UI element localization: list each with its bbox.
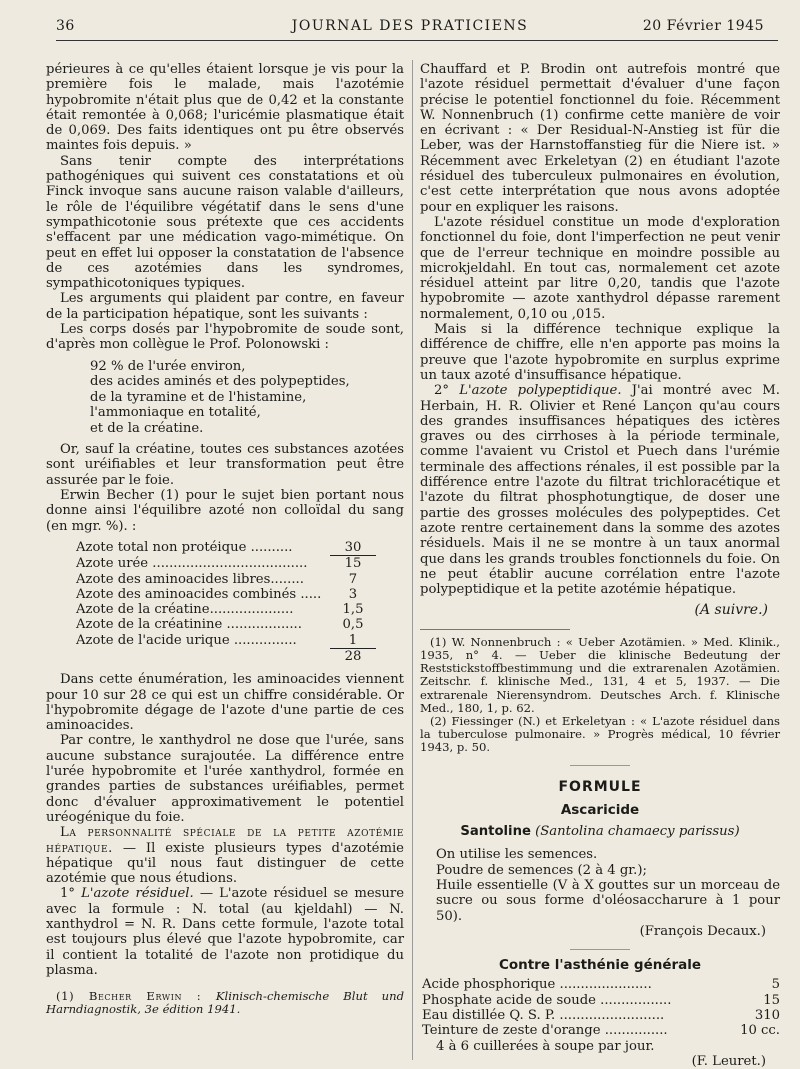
formule-line: Huile essentielle (V à X gouttes sur un morceau de sucre ou sous forme d'oléosaccharure à 1 pour 50). (436, 878, 780, 924)
row-label: Azote de l'acide urique ............... (76, 632, 297, 648)
section-heading: L'azote polypeptidique. (459, 383, 622, 399)
santoline-name: Santoline (460, 824, 531, 840)
santoline-heading (420, 824, 780, 839)
table-row (76, 572, 376, 587)
formule-subtitle: Ascaricide (560, 801, 640, 818)
table-row (76, 587, 376, 602)
paragraph (46, 825, 404, 886)
formule-signature: (François Decaux.) (639, 923, 766, 939)
section-rule (570, 949, 630, 950)
recipe-item: Acide phosphorique ...................... (422, 977, 652, 993)
table-row (76, 602, 376, 617)
footnote-rule (420, 629, 570, 630)
row-value: 30 (330, 540, 376, 556)
list-item: l'ammoniaque en totalité, (90, 405, 261, 421)
table-total-row (76, 649, 376, 664)
recipe-list (422, 977, 780, 1053)
recipe-row (422, 993, 780, 1008)
row-label: Azote des aminoacides libres........ (76, 571, 304, 587)
formule-title: FORMULE (558, 778, 642, 795)
recipe-item: Phosphate acide de soude ................. (422, 992, 672, 1008)
row-label: Azote de la créatine.................... (76, 602, 294, 618)
page-header (56, 18, 764, 38)
recipe-item: Teinture de zeste d'orange ............... (422, 1023, 668, 1039)
column-divider (412, 60, 413, 1060)
paragraph: L'azote résiduel constitue un mode d'exploration fonctionnel du foie, dont l'imperfection ne peut venir que de l'erreur technique en moindre possible au microkjeldahl. En tout cas, normalement cet azote résiduel atteint par litre 0,20, tandis que l'azote hypobromite — azote xanthydrol dépasse rarement normalement, 0,10 ou ,015. (420, 214, 780, 322)
paragraph: Chauffard et P. Brodin ont autrefois montré que l'azote résiduel permettait d'évaluer d'une façon précise le potentiel fonctionnel du foie. Récemment W. Nonnenbruch (1) confirme cette manière de voir en écrivant : « Der Residual-N-Anstieg ist für die Leber, was der Harnstoffanstieg für die Niere ist. » Récemment avec Erkeletyan (2) en étudiant l'azote résiduel des tuberculeux pulmonaires en évolution, c'est cette interprétation que nous avons adoptée pour en expliquer les raisons. (420, 62, 780, 215)
row-value: 3 (348, 586, 358, 602)
table-row (76, 540, 376, 556)
table-row (76, 617, 376, 632)
list-item: 92 % de l'urée environ, (90, 358, 246, 374)
paragraph: Dans cette énumération, les aminoacides viennent pour 10 sur 28 ce qui est un chiffre considérable. Or l'hypobromite dégage de l'azote d'une partie de ces aminoacides. (46, 672, 404, 734)
footnote-title: Klinisch-chemische Blut und Harndiagnostik, 3e édition 1941. (46, 989, 404, 1017)
formule-lines (436, 847, 780, 923)
list-item: et de la créatine. (90, 420, 204, 436)
row-total: 28 (344, 649, 362, 664)
footnote: (1) W. Nonnenbruch : « Ueber Azotämien. » Med. Klinik., 1935, n° 4. — Ueber die klinische Bedeutung der Reststickstoffbestimmung und die extrarenalen Azotämien. Zeitschr. f. klinische Med., 131, 4 et 5, 1937. — Die extrarenale Nierensyndrom. Deutsches Arch. f. Klinische Med., 180, 1, p. 62. (420, 634, 780, 715)
substance-list (90, 359, 404, 437)
section-heading: L'azote résiduel. (81, 886, 194, 902)
to-be-continued: (A suivre.) (694, 602, 768, 619)
row-value: 1 (330, 633, 376, 649)
table-row (76, 556, 376, 571)
list-item: de la tyramine et de l'histamine, (90, 389, 307, 405)
paragraph-text: J'ai montré avec M. Herbain, H. R. Olivier et René Lançon qu'au cours des grandes insuffisances hépatiques des ictères graves ou des cirrhoses à la période terminale, comme l'avaient vu Cristol et Puech dans l'urémie terminale des affections rénales, il est possible par la différence entre l'azote du filtrat trichloracétique et l'azote du filtrat phosphotungtique, de doser une partie des grosses molécules des polypeptides. Cet azote rentre certainement dans la somme des azotes résiduels. Mais il ne se montre à un taux anormal que dans les grands troubles fonctionnels du foie. On ne peut établir aucune corrélation entre l'azote polypeptidique et la petite azotémie hépatique. (420, 383, 780, 598)
header-rule (56, 40, 778, 41)
paragraph: Or, sauf la créatine, toutes ces substances azotées sont uréifiables et leur transformation peut être assurée par le foie. (46, 442, 404, 488)
row-label: Azote urée ..................................... (76, 556, 308, 572)
section-heading: La personnalité spéciale de la petite azotémie hépatique. (46, 825, 404, 856)
section-rule (570, 765, 630, 766)
paragraph (46, 886, 404, 978)
recipe-qty: 5 (771, 977, 780, 993)
recipe-row (422, 1008, 780, 1023)
formule-line: On utilise les semences. (436, 847, 598, 863)
left-column (46, 62, 404, 1017)
footnotes (420, 636, 780, 755)
section-number: 2° (434, 383, 460, 399)
formule-subtitle: Contre l'asthénie générale (498, 957, 702, 974)
paragraph: Par contre, le xanthydrol ne dose que l'urée, sans aucune substance surajoutée. La différence entre l'urée hypobromite et l'urée xanthydrol, formée en grandes parties de substances uréifiables, permet donc d'évaluer approximativement le potentiel uréogénique du foie. (46, 733, 404, 825)
paragraph-text: — L'azote résiduel se mesure avec la formule : N. total (au kjeldahl) — N. xanthydrol = N. R. Dans cette formule, l'azote total est toujours plus élevé que l'azote hypobromite, car il contient la totalité de l'azote non protidique du plasma. (46, 886, 404, 978)
recipe-qty: 310 (754, 1008, 780, 1024)
page-number: 36 (56, 18, 75, 34)
issue-date: 20 Février 1945 (642, 18, 764, 34)
paragraph: périeures à ce qu'elles étaient lorsque je vis pour la première fois le malade, mais l'azotémie hypobromite n'était plus que de 0,42 et la constante était remontée à 0,068; l'uricémie plasmatique était de 0,069. Des faits identiques ont pu être observés maintes fois depuis. » (46, 62, 404, 154)
table-row (76, 633, 376, 649)
formule-signature: (F. Leuret.) (691, 1053, 766, 1069)
footnote-author: (1) Becher Erwin : (56, 989, 216, 1004)
row-label: Azote des aminoacides combinés ..... (76, 586, 322, 602)
recipe-qty: 15 (763, 992, 780, 1008)
formule-line: Poudre de semences (2 à 4 gr.); (436, 862, 647, 878)
santoline-latin: (Santolina chamaecy parissus) (535, 824, 740, 840)
recipe-row (422, 977, 780, 992)
list-item: des acides aminés et des polypeptides, (90, 374, 350, 390)
row-label: Azote de la créatinine .................. (76, 617, 302, 633)
recipe-qty: 10 cc. (740, 1023, 780, 1039)
paragraph: Sans tenir compte des interprétations pathogéniques qui suivent ces constatations et où Finck invoque sans aucune raison valable d'ailleurs, le rôle de l'équilibre végétatif dans le sens d'une sympathicotonie sous prétexte que ces accidents s'effacent par une médication vago-mimétique. On peut en effet lui opposer la constatation de l'absence de ces azotémies dans les syndromes, sympathicotoniques typiques. (46, 153, 404, 292)
recipe-dose: 4 à 6 cuillerées à soupe par jour. (436, 1038, 655, 1054)
row-label: Azote total non protéique .......... (76, 539, 293, 555)
recipe-row (422, 1023, 780, 1038)
paragraph (420, 383, 780, 597)
paragraph: Les corps dosés par l'hypobromite de soude sont, d'après mon collègue le Prof. Polonowski : (46, 322, 404, 353)
nitrogen-table (76, 540, 376, 664)
row-value: 7 (348, 571, 358, 587)
paragraph-text: — Il existe plusieurs types d'azotémie hépatique qu'il nous faut distinguer de cette azotémie que nous étudions. (46, 840, 404, 887)
section-number: 1° (60, 886, 82, 902)
journal-title: JOURNAL DES PRATICIENS (291, 18, 529, 34)
paragraph: Erwin Becher (1) pour le sujet bien portant nous donne ainsi l'équilibre azoté non colloïdal du sang (en mgr. %). : (46, 488, 404, 534)
row-value: 15 (344, 556, 362, 572)
right-column (420, 62, 780, 1069)
footnote: (2) Fiessinger (N.) et Erkeletyan : « L'azote résiduel dans la tuberculose pulmonaire. » Progrès médical, 10 février 1943, p. 50. (420, 713, 780, 755)
paragraph: Mais si la différence technique explique la différence de chiffre, elle n'en apporte pas moins la preuve que l'azote hypobromite en surplus exprime un taux azoté d'insuffisance hépatique. (420, 322, 780, 383)
row-value: 1,5 (342, 602, 364, 618)
paragraph: Les arguments qui plaident par contre, en faveur de la participation hépatique, sont les suivants : (46, 291, 404, 322)
recipe-item: Eau distillée Q. S. P. ......................... (422, 1008, 665, 1024)
row-value: 0,5 (342, 617, 364, 633)
footnote (46, 990, 404, 1016)
